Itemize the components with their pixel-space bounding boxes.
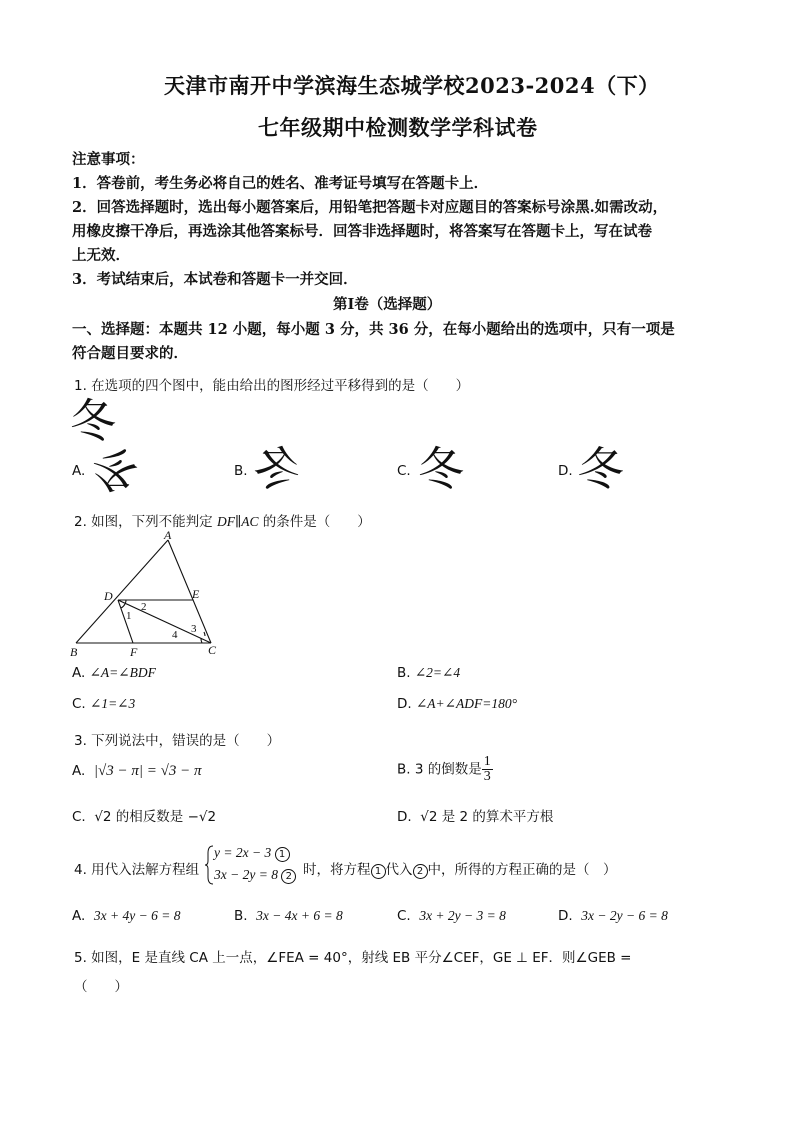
- label-f: F: [130, 645, 138, 659]
- q1-option-b-letter: B.: [234, 463, 248, 479]
- q4-option-c-text: 3x + 2y − 3 = 8: [419, 908, 506, 923]
- q4-option-a-letter: A.: [72, 908, 86, 924]
- q2-stem-suffix: 的条件是（ ）: [258, 514, 371, 530]
- q1-option-b-figure: 冬: [254, 442, 300, 496]
- section-intro-1: 一、选择题：本题共 12 小题，每小题 3 分，共 36 分，在每小题给出的选项中，只有一项是: [72, 321, 675, 338]
- label-b: B: [70, 645, 78, 659]
- q4-stem-suffix: 中，所得的方程正确的是（ ）: [427, 862, 617, 878]
- q4-eq1-text: y = 2x − 3: [214, 845, 272, 860]
- part-title: 第Ⅰ卷（选择题）: [333, 296, 442, 313]
- q1-given-figure: 冬: [70, 394, 116, 448]
- q3-option-b-letter: B.: [397, 761, 411, 778]
- q4-mark-a: 1: [371, 864, 386, 879]
- fraction-numerator: 1: [483, 754, 491, 769]
- label-angle-2: 2: [141, 601, 147, 613]
- line-ac: [168, 540, 211, 643]
- label-a: A: [164, 530, 172, 542]
- notice-item-2: 2．回答选择题时，选出每小题答案后，用铅笔把答题卡对应题目的答案标号涂黑.如需改动，: [72, 199, 668, 216]
- q5-stem-line2: （ ）: [74, 979, 128, 995]
- q2-stem: [74, 510, 371, 530]
- q1-option-c-figure: 冬: [418, 442, 464, 496]
- q4-equation-1: [214, 845, 290, 862]
- q3-option-b-fraction: [482, 755, 493, 784]
- q4-option-d-text: 3x − 2y − 6 = 8: [581, 908, 668, 923]
- q4-stem-mid2: 代入: [385, 862, 413, 878]
- label-e: E: [192, 587, 200, 601]
- q2-option-b: [397, 665, 460, 681]
- label-angle-4: 4: [172, 629, 178, 641]
- q3-stem: 3. 下列说法中，错误的是（ ）: [74, 733, 281, 749]
- angle-arc-2: [125, 600, 126, 604]
- q4-equation-2: [214, 867, 296, 884]
- q4-option-a: [72, 908, 180, 924]
- q1-option-a-letter: A.: [72, 463, 86, 479]
- q4-option-b: [234, 908, 343, 924]
- q4-stem-prefix: 4. 用代入法解方程组: [74, 862, 200, 878]
- angle-arc-1: [121, 604, 125, 608]
- q1-option-d-figure: 冬: [574, 442, 628, 496]
- exam-title-line2: 七年级期中检测数学学科试卷: [258, 115, 538, 140]
- q4-option-c: [397, 908, 506, 924]
- line-ab: [76, 540, 168, 643]
- label-d: D: [104, 589, 113, 603]
- q5-stem: 5. 如图，E 是直线 CA 上一点，∠FEA = 40°，射线 EB 平分∠CEF，GE ⊥ EF．则∠GEB =: [74, 950, 632, 966]
- q1-option-c-letter: C.: [397, 463, 411, 479]
- q3-option-d-letter: D.: [397, 809, 412, 825]
- q4-stem-rest: [303, 858, 617, 879]
- label-c: C: [208, 643, 217, 657]
- q3-option-d-text: √2 是 2 的算术平方根: [420, 809, 554, 825]
- notice-heading: 注意事项：: [72, 151, 145, 168]
- notice-item-2-cont: 用橡皮擦干净后，再选涂其他答案标号．回答非选择题时，将答案写在答题卡上，写在试卷: [72, 223, 652, 240]
- notice-item-2-end: 上无效．: [72, 247, 130, 264]
- q2-triangle-figure: [68, 530, 228, 660]
- q2-option-b-text: ∠2=∠4: [414, 665, 461, 680]
- q2-option-a-text: ∠A=∠BDF: [89, 665, 156, 680]
- q4-mark-b: 2: [413, 864, 428, 879]
- exam-title-line1: 天津市南开中学滨海生态城学校2023-2024（下）: [164, 73, 660, 98]
- q4-option-c-letter: C.: [397, 908, 411, 924]
- q2-option-d-letter: D.: [397, 696, 412, 712]
- q4-stem-mid: 时，将方程: [303, 862, 371, 878]
- q2-option-c-letter: C.: [72, 696, 86, 712]
- q4-option-a-text: 3x + 4y − 6 = 8: [93, 908, 181, 923]
- q3-option-d: [397, 805, 553, 825]
- line-dc: [118, 600, 211, 643]
- q3-option-a-letter: A.: [72, 763, 86, 779]
- q2-option-a: [72, 665, 156, 681]
- q2-option-d: [397, 696, 517, 712]
- q2-option-c: [72, 696, 135, 712]
- q4-eq1-mark: 1: [275, 847, 290, 862]
- q1-stem: 1. 在选项的四个图中，能由给出的图形经过平移得到的是（ ）: [74, 378, 470, 394]
- q4-option-d: [558, 908, 668, 924]
- fraction-denominator: 3: [483, 769, 491, 784]
- q3-option-a: [72, 763, 202, 780]
- q4-option-b-letter: B.: [234, 908, 248, 924]
- q2-stem-prefix: 2. 如图，下列不能判定: [74, 514, 217, 530]
- label-angle-1: 1: [126, 610, 132, 622]
- q3-option-b-text: 3 的倒数是: [414, 761, 482, 778]
- q4-eq2-text: 3x − 2y = 8: [214, 867, 278, 882]
- q4-option-b-text: 3x − 4x + 6 = 8: [256, 908, 343, 923]
- q3-option-c: [72, 805, 216, 825]
- q2-stem-math: DF∥AC: [216, 514, 259, 529]
- q3-option-b: [397, 755, 493, 784]
- section-intro-2: 符合题目要求的．: [72, 345, 188, 362]
- q2-option-c-text: ∠1=∠3: [90, 696, 136, 711]
- q4-brace: [204, 845, 214, 885]
- q2-option-d-text: ∠A+∠ADF=180°: [415, 696, 517, 711]
- label-angle-3: 3: [191, 623, 197, 635]
- q3-option-a-text: |√3 − π| = √3 − π: [93, 763, 202, 779]
- q4-eq2-mark: 2: [281, 869, 296, 884]
- notice-item-1: 1．答卷前，考生务必将自己的姓名、准考证号填写在答题卡上．: [72, 175, 489, 192]
- q3-option-c-text: √2 的相反数是 −√2: [94, 809, 217, 825]
- q1-option-d-letter: D.: [558, 463, 573, 479]
- q2-option-a-letter: A.: [72, 665, 86, 681]
- q3-option-c-letter: C.: [72, 809, 86, 825]
- q2-option-b-letter: B.: [397, 665, 411, 681]
- angle-arc-3: [204, 632, 205, 636]
- q1-option-a-figure: 冬: [92, 442, 138, 496]
- q4-option-d-letter: D.: [558, 908, 573, 924]
- notice-item-3: 3．考试结束后，本试卷和答题卡一并交回．: [72, 271, 358, 288]
